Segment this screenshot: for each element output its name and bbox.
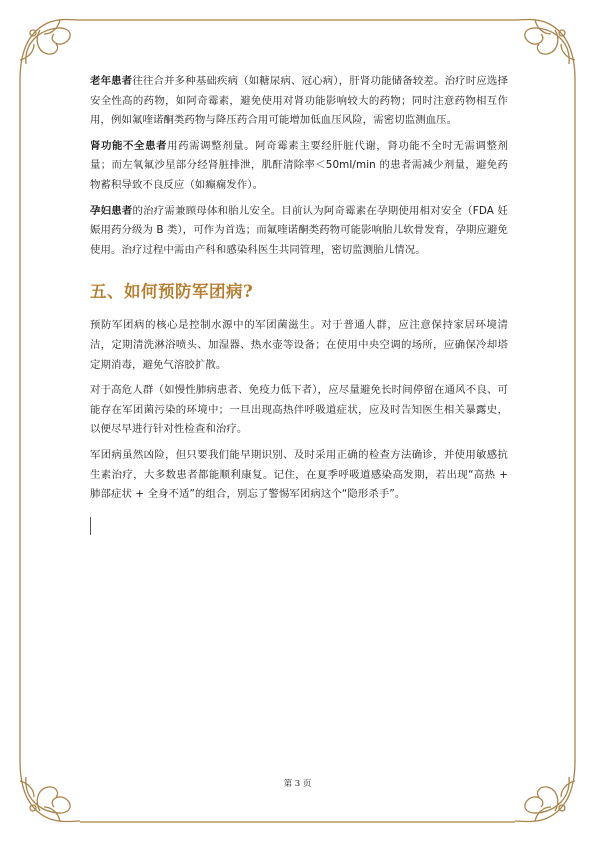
paragraph-elderly <box>90 72 508 131</box>
paragraph-pregnant <box>90 202 508 261</box>
bold-term-pregnant: 孕妇患者 <box>90 204 133 217</box>
bold-term-elderly: 老年患者 <box>90 75 133 87</box>
bold-term-renal: 肾功能不全患者 <box>90 139 168 152</box>
paragraph-prevention-core: 预防军团病的核心是控制水源中的军团菌滋生。对于普通人群，应注意保持家居环境清洁，定期清洗淋浴喷头、加湿器、热水壶等设备；在使用中央空调的场所，应确保冷却塔定期消毒，避免气溶胶扩散。 <box>90 319 508 371</box>
page-number: 第 3 页 <box>283 779 312 789</box>
paragraph-conclusion: 军团病虽然凶险，但只要我们能早期识别、及时采用正确的检查方法确诊，并使用敏感抗生素治疗，大多数患者都能顺利康复。记住，在夏季呼吸道感染高发期，若出现“高热 + 肺部症状 + 全身不适”的组合，别忘了警惕军团病这个“隐形杀手”。 <box>90 448 508 501</box>
paragraph-text: 的治疗需兼顾母体和胎儿安全。目前认为阿奇霉素在孕期使用相对安全（FDA 妊娠用药分级为 B 类），可作为首选；而氟喹诺酮类药物可能影响胎儿软骨发育，孕期应避免使用。治疗过程中需由产科和感染科医生共同管理，密切监测胎儿情况。 <box>90 204 508 256</box>
paragraph-text: 往往合并多种基础疾病（如糖尿病、冠心病），肝肾功能储备较差。治疗时应选择安全性高的药物，如阿奇霉素，避免使用对肾功能影响较大的药物；同时注意药物相互作用，例如氟喹诺酮类药物与降压药合用可能增加低血压风险，需密切监测血压。 <box>90 75 508 127</box>
paragraph-high-risk: 对于高危人群（如慢性肺病患者、免疫力低下者），应尽量避免长时间停留在通风不良、可能存在军团菌污染的环境中；一旦出现高热伴呼吸道症状，应及时告知医生相关暴露史，以便尽早进行针对性检查和治疗。 <box>90 384 508 436</box>
page-content <box>90 72 508 535</box>
text-cursor <box>90 517 91 535</box>
paragraph-text: 用药需调整剂量。阿奇霉素主要经肝脏代谢，肾功能不全时无需调整剂量；而左氧氟沙星部分经肾脏排泄，肌酐清除率＜50ml/min 的患者需减少剂量，避免药物蓄积导致不良反应（如癫痫发作）。 <box>90 139 508 191</box>
paragraph-renal <box>90 137 508 196</box>
section-heading: 五、如何预防军团病? <box>90 282 254 302</box>
